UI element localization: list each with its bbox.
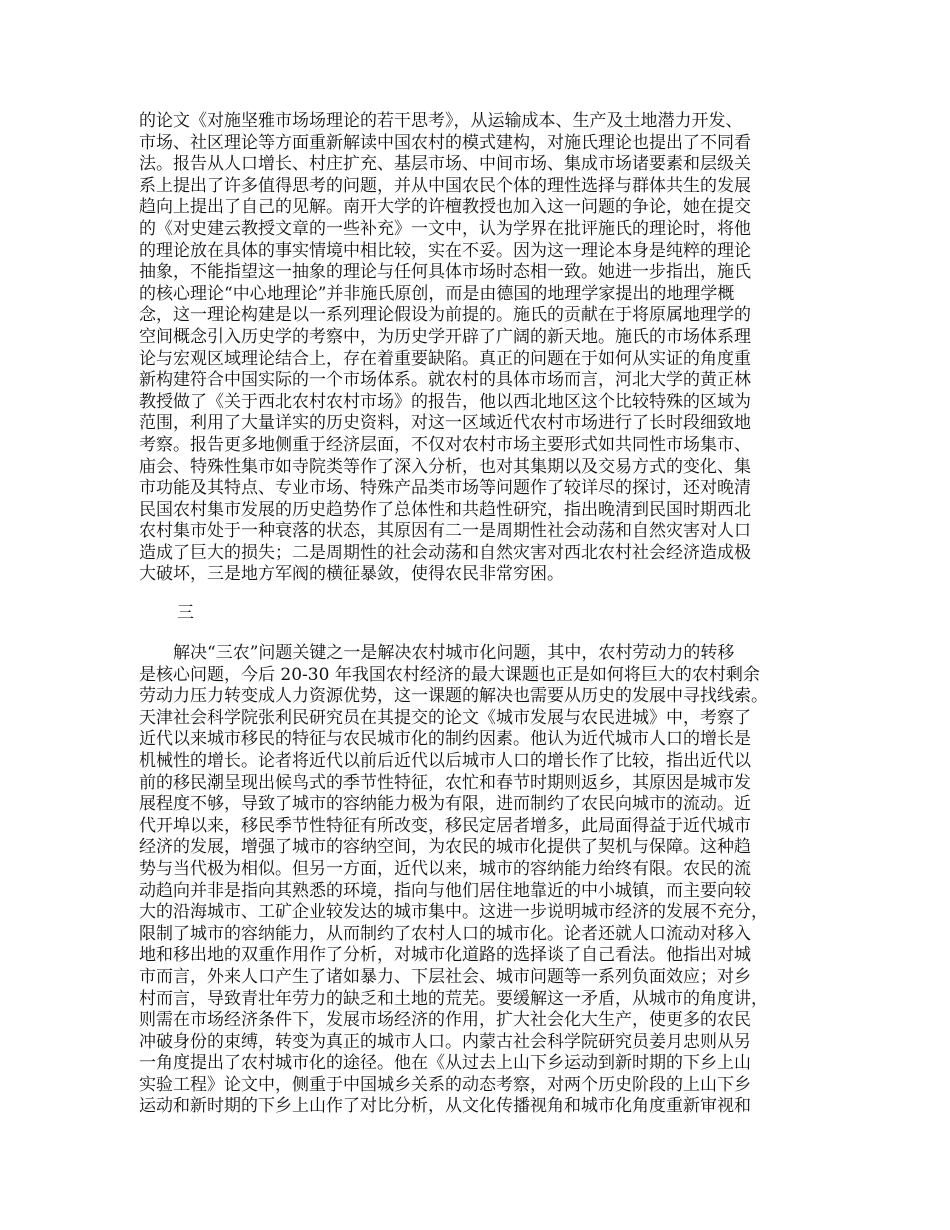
text-line: 一角度提出了农村城市化的途径。他在《从过去上山下乡运动到新时期的下乡上山 xyxy=(139,1053,751,1074)
text-line: 村而言，导致青壮年劳力的缺乏和土地的荒芜。要缓解这一矛盾，从城市的角度讲， xyxy=(139,988,768,1009)
text-line: 的理论放在具体的事实情境中相比较，实在不妥。因为这一理论本身是纯粹的理论 xyxy=(139,240,751,261)
text-line: 教授做了《关于西北农村农村市场》的报告，他以西北地区这个比较特殊的区域为 xyxy=(139,391,751,412)
text-line: 劳动力压力转变成人力资源优势，这一课题的解决也需要从历史的发展中寻找线索。 xyxy=(139,686,768,707)
text-line: 念，这一理论构建是以一系列理论假设为前提的。施氏的贡献在于将原属地理学的 xyxy=(139,305,751,326)
text-line: 实验工程》论文中，侧重于中国城乡关系的动态考察，对两个历史阶段的上山下乡 xyxy=(139,1074,751,1095)
text-line: 的核心理论“中心地理论”并非施氏原创，而是由德国的地理学家提出的地理学概 xyxy=(139,283,735,304)
text-line: 庙会、特殊性集市如寺院类等作了深入分析，也对其集期以及交易方式的变化、集 xyxy=(139,456,751,477)
text-line: 解决“三农”问题关键之一是解决农村城市化问题，其中，农村劳动力的转移 xyxy=(139,643,735,663)
text-line: 范围，利用了大量详实的历史资料，对这一区域近代农村市场进行了长时段细致地 xyxy=(139,413,751,434)
text-line: 大破坏，三是地方军阀的横征暴敛，使得农民非常穷困。 xyxy=(139,564,564,585)
text-line: 前的移民潮呈现出候鸟式的季节性特征，农忙和春节时期则返乡，其原因是城市发 xyxy=(139,772,751,793)
text-line: 大的沿海城市、工矿企业较发达的城市集中。这进一步说明城市经济的发展不充分， xyxy=(139,902,768,923)
text-line: 展程度不够，导致了城市的容纳能力极为有限，进而制约了农民向城市的流动。近 xyxy=(139,794,751,815)
text-line: 的论文《对施坚雅市场场理论的若干思考》，从运输成本、生产及土地潜力开发、 xyxy=(139,111,743,131)
text-line: 势与当代极为相似。但另一方面，近代以来，城市的容纳能力绐终有限。农民的流 xyxy=(139,858,751,879)
text-line: 经济的发展，增强了城市的容纳空间，为农民的城市化提供了契机与保障。这种趋 xyxy=(139,837,751,858)
text-line: 新构建符合中国实际的一个市场体系。就农村的具体市场而言，河北大学的黄正林 xyxy=(139,370,751,391)
section-heading: 三 xyxy=(177,603,194,623)
paragraph-market-theory xyxy=(139,111,819,586)
text-line: 是核心问题，今后 20-30 年我国农村经济的最大课题也正是如何将巨大的农村剩余 xyxy=(139,664,760,685)
text-line: 造成了巨大的损失；二是周期性的社会动荡和自然灾害对西北农村社会经济造成极 xyxy=(139,542,751,563)
text-line: 冲破身份的束缚，转变为真正的城市人口。内蒙古社会科学院研究员姜月忠则从另 xyxy=(139,1031,751,1052)
text-line: 地和移出地的双重作用作了分析，对城市化道路的选择谈了自己看法。他指出对城 xyxy=(139,945,751,966)
text-line: 民国农村集市发展的历史趋势作了总体性和共趋性研究，指出晚清到民国时期西北 xyxy=(139,499,751,520)
text-line: 法。报告从人口增长、村庄扩充、基层市场、中间市场、集成市场诸要素和层级关 xyxy=(139,154,751,175)
text-line: 的《对史建云教授文章的一些补充》一文中，认为学界在批评施氏的理论时，将他 xyxy=(139,218,751,239)
text-line: 机械性的增长。论者将近代以前后近代以后城市人口的增长作了比较，指出近代以 xyxy=(139,750,751,771)
text-line: 近代以来城市移民的特征与农民城市化的制约因素。他认为近代城市人口的增长是 xyxy=(139,729,751,750)
text-line: 市场、社区理论等方面重新解读中国农村的模式建构，对施氏理论也提出了不同看 xyxy=(139,132,751,153)
text-line: 市而言，外来人口产生了诸如暴力、下层社会、城市问题等一系列负面效应；对乡 xyxy=(139,966,751,987)
text-line: 抽象，不能指望这一抽象的理论与任何具体市场时态相一致。她进一步指出，施氏 xyxy=(139,262,751,283)
text-line: 空间概念引入历史学的考察中，为历史学开辟了广阔的新天地。施氏的市场体系理 xyxy=(139,326,751,347)
text-line: 论与宏观区域理论结合上，存在着重要缺陷。真正的问题在于如何从实证的角度重 xyxy=(139,348,751,369)
text-line: 考察。报告更多地侧重于经济层面，不仅对农村市场主要形式如共同性市场集市、 xyxy=(139,434,751,455)
text-line: 限制了城市的容纳能力，从而制约了农村人口的城市化。论者还就人口流动对移入 xyxy=(139,923,751,944)
text-line: 趋向上提出了自己的见解。南开大学的许檀教授也加入这一问题的争论，她在提交 xyxy=(139,197,751,218)
text-line: 市功能及其特点、专业市场、特殊产品类市场等问题作了较详尽的探讨，还对晚清 xyxy=(139,478,751,499)
text-line: 农村集市处于一种衰落的状态，其原因有二一是周期性社会动荡和自然灾害对人口 xyxy=(139,521,751,542)
paragraph-rural-urbanization xyxy=(139,643,819,1118)
text-line: 系上提出了许多值得思考的问题，并从中国农民个体的理性选择与群体共生的发展 xyxy=(139,175,751,196)
text-line: 天津社会科学院张利民研究员在其提交的论文《城市发展与农民进城》中，考察了 xyxy=(139,707,751,728)
text-line: 则需在市场经济条件下，发展市场经济的作用，扩大社会化大生产，使更多的农民 xyxy=(139,1010,751,1031)
text-line: 代开埠以来，移民季节性特征有所改变，移民定居者增多，此局面得益于近代城市 xyxy=(139,815,751,836)
text-line: 动趋向并非是指向其熟悉的环境，指向与他们居住地靠近的中小城镇，而主要向较 xyxy=(139,880,751,901)
text-line: 运动和新时期的下乡上山作了对比分析，从文化传播视角和城市化角度重新审视和 xyxy=(139,1096,751,1117)
